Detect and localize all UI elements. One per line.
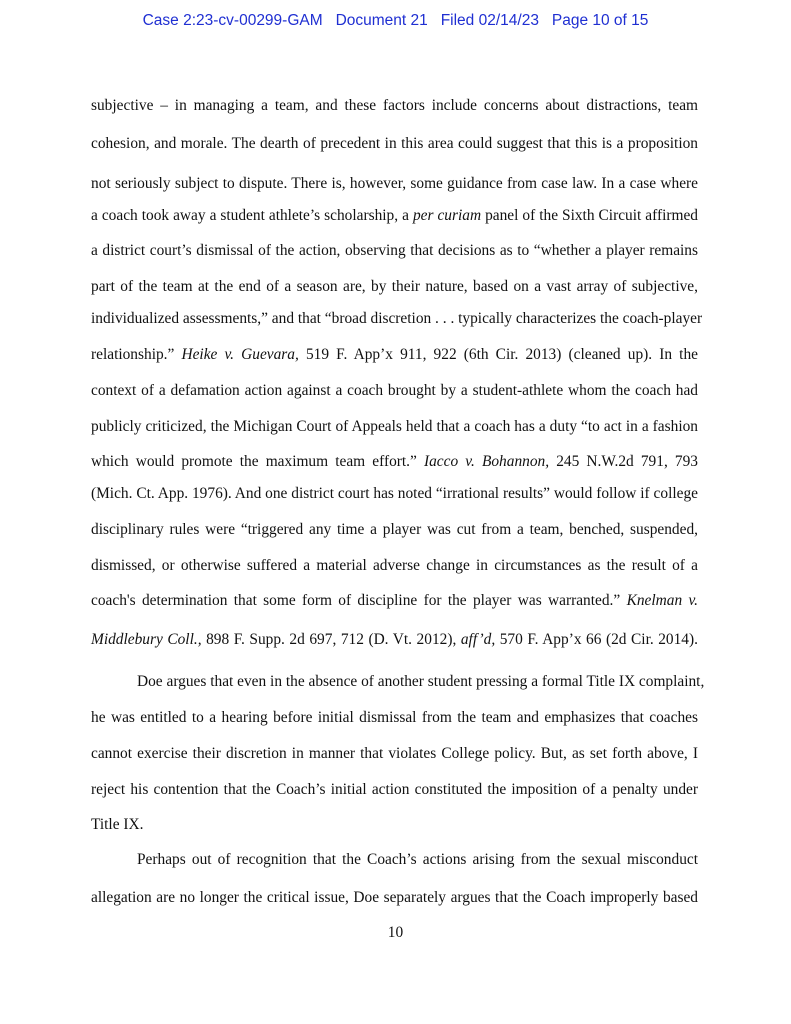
text-line: [91, 888, 698, 908]
text-segment: which would promote the maximum team effort.”: [91, 453, 424, 470]
text-segment: (Mich. Ct. App. 1976). And one district court has noted “irrational results” would follow if college: [91, 485, 698, 502]
text-line: [91, 309, 703, 329]
text-line: [91, 484, 698, 504]
document-number: Document 21: [335, 12, 428, 29]
text-line: [91, 815, 698, 835]
text-segment: dismissed, or otherwise suffered a material adverse change in circumstances as the result of a: [91, 557, 698, 574]
case-number: Case 2:23-cv-00299-GAM: [142, 12, 323, 29]
text-segment: panel of the Sixth Circuit affirmed: [481, 207, 698, 224]
italic-citation: aff’d,: [460, 631, 496, 648]
text-line: [91, 744, 698, 764]
filed-date: Filed 02/14/23: [440, 12, 539, 29]
text-segment: 570 F. App’x 66 (2d Cir. 2014).: [495, 631, 698, 648]
text-segment: publicly criticized, the Michigan Court of Appeals held that a coach has a duty “to act in a fashion: [91, 418, 698, 435]
text-line: [91, 708, 698, 728]
text-segment: a coach took away a student athlete’s scholarship, a: [91, 207, 413, 224]
text-line: [91, 556, 698, 576]
text-line: [91, 452, 698, 472]
text-line: [91, 591, 698, 611]
italic-citation: Knelman v.: [626, 592, 698, 609]
text-segment: part of the team at the end of a season are, by their nature, based on a vast array of subjective,: [91, 278, 698, 295]
text-line: [91, 277, 698, 297]
text-line: [91, 850, 698, 870]
text-line: [91, 630, 698, 650]
text-segment: 519 F. App’x 911, 922 (6th Cir. 2013) (cleaned up). In the: [298, 346, 698, 363]
text-segment: not seriously subject to dispute. There is, however, some guidance from case law. In a case where: [91, 175, 698, 192]
text-segment: individualized assessments,” and that “broad discretion . . . typically characterizes the coach-player: [91, 310, 703, 327]
text-line: [91, 417, 698, 437]
text-segment: cohesion, and morale. The dearth of precedent in this area could suggest that this is a proposition: [91, 135, 698, 152]
text-line: [91, 134, 698, 154]
text-line: [91, 345, 698, 365]
text-segment: allegation are no longer the critical issue, Doe separately argues that the Coach improperly based: [91, 889, 698, 906]
text-segment: relationship.”: [91, 346, 182, 363]
text-line: [91, 381, 698, 401]
italic-citation: Iacco v. Bohannon,: [423, 453, 550, 470]
text-segment: Perhaps out of recognition that the Coach’s actions arising from the sexual misconduct: [137, 851, 698, 868]
text-segment: coach's determination that some form of discipline for the player was warranted.”: [91, 592, 627, 609]
page-number: 10: [387, 924, 404, 941]
text-segment: Doe argues that even in the absence of another student pressing a formal Title IX complaint,: [137, 673, 705, 690]
text-line: [91, 520, 698, 540]
text-segment: 245 N.W.2d 791, 793: [549, 453, 699, 470]
text-line: [91, 96, 698, 116]
text-segment: he was entitled to a hearing before initial dismissal from the team and emphasizes that coaches: [91, 709, 698, 726]
italic-citation: Middlebury Coll.,: [91, 631, 202, 648]
italic-citation: Heike v. Guevara,: [181, 346, 299, 363]
text-segment: a district court’s dismissal of the action, observing that decisions as to “whether a player remains: [91, 242, 698, 259]
text-line: [91, 241, 698, 261]
case-header: [0, 12, 791, 30]
text-segment: reject his contention that the Coach’s initial action constituted the imposition of a penalty under: [91, 781, 698, 798]
text-segment: cannot exercise their discretion in manner that violates College policy. But, as set forth above, I: [91, 745, 698, 762]
text-segment: 898 F. Supp. 2d 697, 712 (D. Vt. 2012),: [201, 631, 461, 648]
page-of: Page 10 of 15: [551, 12, 649, 29]
text-line: [91, 174, 698, 194]
text-segment: subjective – in managing a team, and these factors include concerns about distractions, team: [91, 97, 698, 114]
text-segment: disciplinary rules were “triggered any time a player was cut from a team, benched, suspended,: [91, 521, 698, 538]
text-line: [91, 780, 698, 800]
text-line: [91, 672, 705, 692]
text-segment: Title IX.: [91, 816, 144, 833]
italic-citation: per curiam: [412, 207, 482, 224]
text-line: [91, 206, 698, 226]
text-segment: context of a defamation action against a coach brought by a student-athlete whom the coach had: [91, 382, 698, 399]
